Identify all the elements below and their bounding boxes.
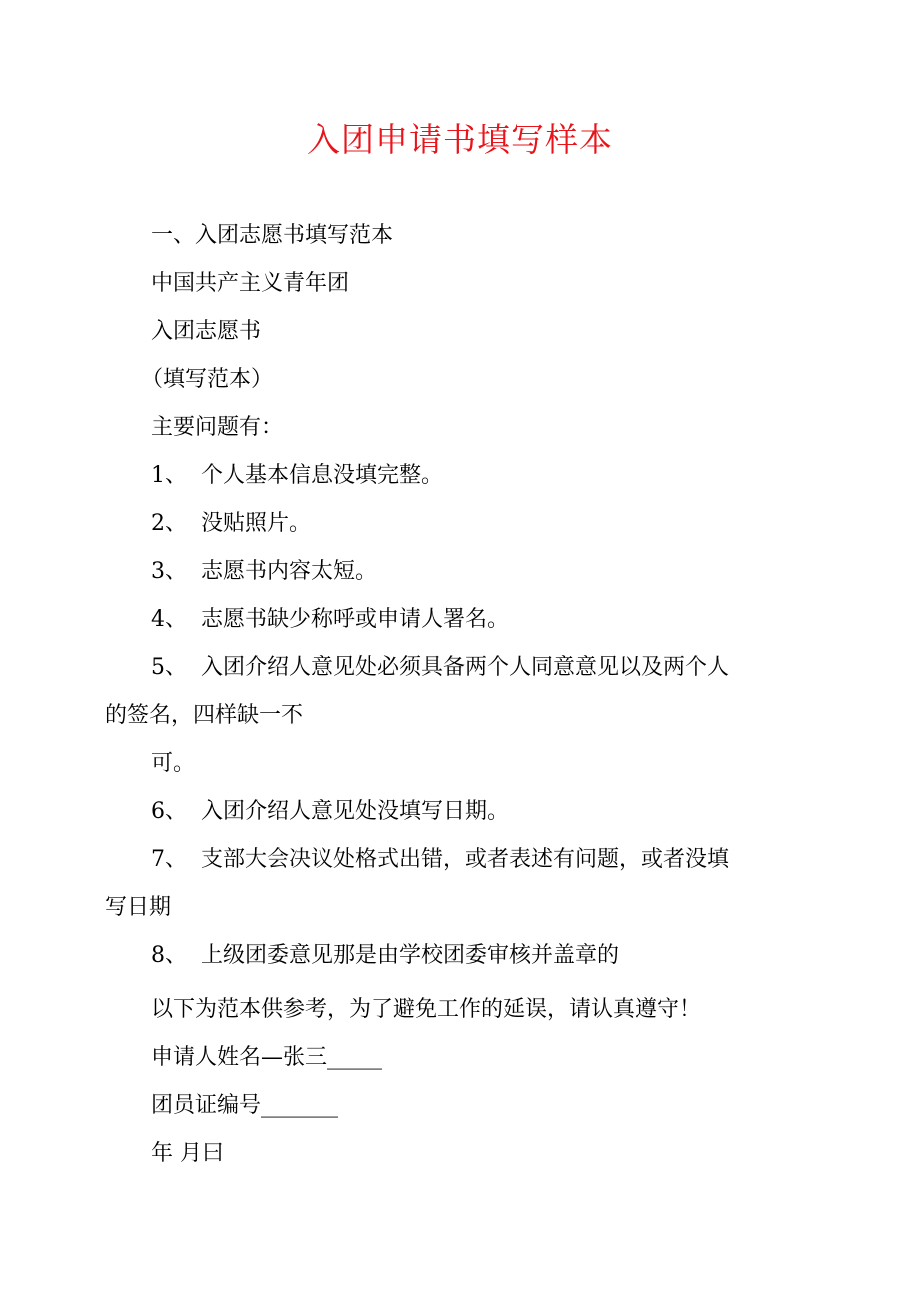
item-text: 志愿书缺少称呼或申请人署名。 <box>201 607 510 632</box>
item-text: 上级团委意见那是由学校团委审核并盖章的 <box>201 943 620 968</box>
item-number: 4、 <box>151 607 187 632</box>
section-heading: 一、入团志愿书填写范本 <box>151 223 394 248</box>
item-number: 2、 <box>151 511 187 536</box>
problems-heading: 主要问题有： <box>151 415 284 440</box>
item-number: 8、 <box>151 943 187 968</box>
item-number: 3、 <box>151 559 187 584</box>
list-item <box>151 940 619 972</box>
form-subtitle: （填写范本） <box>141 367 274 392</box>
list-item-continuation: 可。 <box>151 751 196 776</box>
item-number: 6、 <box>151 799 187 824</box>
list-item <box>151 460 443 492</box>
list-item-continuation: 的签名，四样缺一不 <box>105 703 304 728</box>
item-number: 1、 <box>151 463 187 488</box>
item-number: 5、 <box>151 655 187 680</box>
list-item <box>151 604 509 636</box>
list-item-continuation: 写日期 <box>105 895 172 920</box>
form-name: 入团志愿书 <box>151 319 262 344</box>
item-text: 入团介绍人意见处必须具备两个人同意意见以及两个人 <box>201 655 730 680</box>
item-text: 没贴照片。 <box>201 511 312 536</box>
item-text: 个人基本信息没填完整。 <box>201 463 444 488</box>
list-item <box>151 844 729 876</box>
list-item <box>151 652 729 684</box>
list-item <box>151 508 311 540</box>
item-text: 入团介绍人意见处没填写日期。 <box>201 799 510 824</box>
document-title: 入团申请书填写样本 <box>307 120 613 159</box>
item-text: 志愿书内容太短。 <box>201 559 378 584</box>
applicant-name-line: 申请人姓名—张三_____ <box>151 1045 383 1070</box>
reference-note: 以下为范本供参考，为了避免工作的延误，请认真遵守！ <box>151 997 702 1022</box>
item-text: 支部大会决议处格式出错，或者表述有问题，或者没填 <box>201 847 730 872</box>
item-number: 7、 <box>151 847 187 872</box>
list-item <box>151 556 377 588</box>
list-item <box>151 796 509 828</box>
date-line: 年 月曰 <box>151 1141 224 1166</box>
org-name: 中国共产主义青年团 <box>151 271 350 296</box>
member-id-line: 团员证编号_______ <box>151 1093 339 1118</box>
